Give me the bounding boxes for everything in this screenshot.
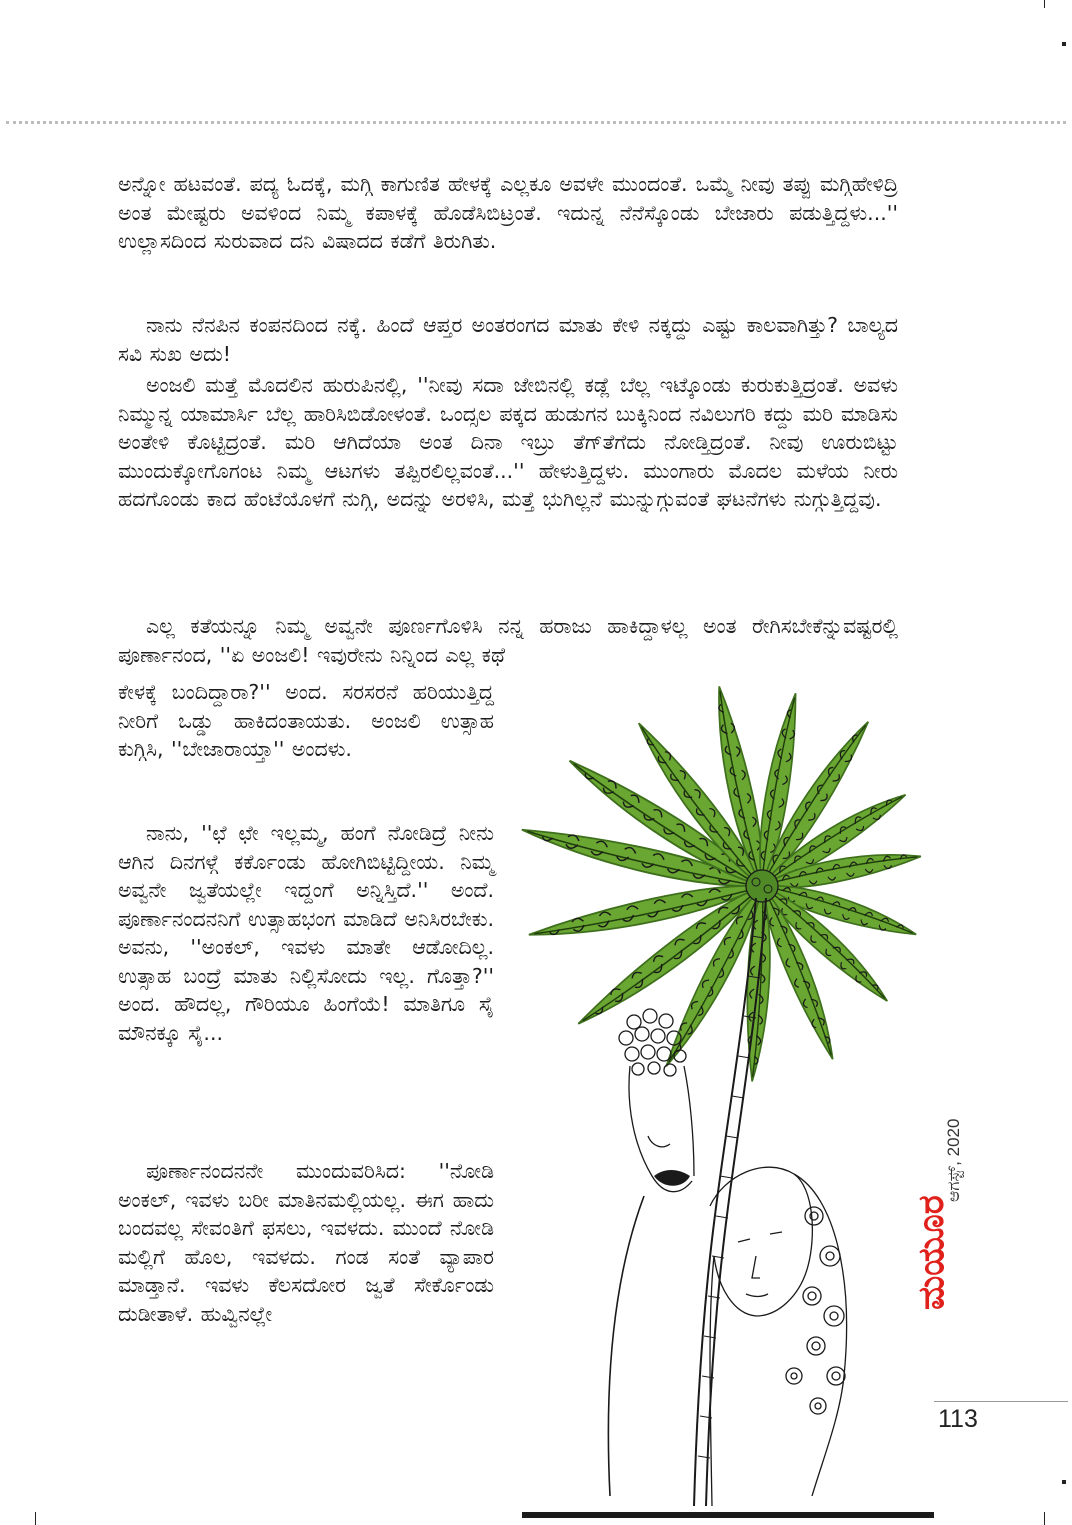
crop-mark-right-tick-bottom <box>1062 1480 1066 1484</box>
paragraph-3: ಅಂಜಲಿ ಮತ್ತೆ ಮೊದಲಿನ ಹುರುಪಿನಲ್ಲಿ, ''ನೀವು ಸದಾ ಜೇಬಿನಲ್ಲಿ ಕಡ್ಲೆ ಬೆಲ್ಲ ಇಟ್ಕೊಂಡು ಕುರುಕುತ್ತಿದ್ರಂತೆ. ಅವಳು ನಿಮ್ಮುನ್ನ ಯಾಮಾರ್ಸಿ ಬೆಲ್ಲ ಹಾರಿಸಿಬಿಡೋಳಂತೆ. ಒಂದ್ಸಲ ಪಕ್ಕದ ಹುಡುಗನ ಬುಕ್ಕಿನಿಂದ ನವಿಲುಗರಿ ಕದ್ದು ಮರಿ ಮಾಡಿಸು ಅಂತೇಳಿ ಕೊಟ್ಟಿದ್ರಂತೆ. ಮರಿ ಆಗಿದೆಯಾ ಅಂತ ದಿನಾ ಇಬ್ರು ತೆಗ್‌ತೆಗೆದು ನೋಡ್ತಿದ್ರಂತೆ. ನೀವು ಊರುಬಿಟ್ಟು ಮುಂದುಕ್ಕೋಗೊಗಂಟ ನಿಮ್ಮ ಆಟಗಳು ತಪ್ಪಿರಲಿಲ್ಲವಂತೆ...'' ಹೇಳುತ್ತಿದ್ದಳು. ಮುಂಗಾರು ಮೊದಲ ಮಳೆಯ ನೀರು ಹದಗೊಂಡು ಕಾದ ಹೆಂಟೆಯೊಳಗೆ ನುಗ್ಗಿ, ಅದನ್ನು ಅರಳಿಸಿ, ಮತ್ತೆ ಭುಗಿಲ್ಲನೆ ಮುನ್ನುಗ್ಗುವಂತೆ ಘಟನೆಗಳು ನುಗ್ಗುತ್ತಿದ್ದವು. <box>118 373 898 511</box>
paragraph-5: ಕೇಳಕ್ಕೆ ಬಂದಿದ್ದಾರಾ?'' ಅಂದ. ಸರಸರನೆ ಹರಿಯುತ್ತಿದ್ದ ನೀರಿಗೆ ಒಡ್ಡು ಹಾಕಿದಂತಾಯತು. ಅಂಜಲಿ ಉತ್ಸಾಹ ಕುಗ್ಗಿಸಿ, ''ಬೇಜಾರಾಯ್ತಾ'' ಅಂದಳು. <box>118 680 494 761</box>
crop-mark-bottom-right <box>1044 1512 1045 1525</box>
header-dotted-rule <box>6 121 1066 124</box>
crop-mark-top-right <box>1044 0 1045 8</box>
paragraph-1: ಅನ್ನೋ ಹಟವಂತೆ. ಪದ್ಯ ಓದಕ್ಕೆ, ಮಗ್ಗಿ ಕಾಗುಣಿತ ಹೇಳಕ್ಕೆ ಎಲ್ಲಕೂ ಅವಳೇ ಮುಂದಂತೆ. ಒಮ್ಮೆ ನೀವು ತಪ್ಪು ಮಗ್ಗಿಹೇಳಿದ್ರಿ ಅಂತ ಮೇಷ್ಟರು ಅವಳಿಂದ ನಿಮ್ಮ ಕಪಾಳಕ್ಕೆ ಹೊಡೆಸಿಬಿಟ್ರಂತೆ. ಇದುನ್ನ ನೆನೆಸ್ಕೊಂಡು ಬೇಜಾರು ಪಡುತ್ತಿದ್ದಳು...'' ಉಲ್ಲಾಸದಿಂದ ಸುರುವಾದ ದನಿ ವಿಷಾದದ ಕಡೆಗೆ ತಿರುಗಿತು. <box>118 172 898 253</box>
paragraph-6: ನಾನು, ''ಛೆ ಛೇ ಇಲ್ಲಮ್ಮ, ಹಂಗೆ ನೋಡಿದ್ರೆ ನೀನು ಆಗಿನ ದಿನಗಳ್ಗೆ ಕರ್ಕೊಂಡು ಹೋಗಿಬಿಟ್ಟಿದ್ದೀಯ. ನಿಮ್ಮ ಅವ್ವನೇ ಜ್ವತೆಯಲ್ಲೇ ಇದ್ದಂಗೆ ಅನ್ನಿಸ್ತಿದೆ.'' ಅಂದೆ. ಪೂರ್ಣಾನಂದನನಿಗೆ ಉತ್ಸಾಹಭಂಗ ಮಾಡಿದೆ ಅನಿಸಿರಬೇಕು. ಅವನು, ''ಅಂಕಲ್, ಇವಳು ಮಾತೇ ಆಡೋದಿಲ್ಲ. ಉತ್ಸಾಹ ಬಂದ್ರೆ ಮಾತು ನಿಲ್ಲಿಸೋದು ಇಲ್ಲ. ಗೊತ್ತಾ?'' ಅಂದ. ಹೌದಲ್ಲ, ಗೌರಿಯೂ ಹಿಂಗೆಯೆ! ಮಾತಿಗೂ ಸೈ ಮೌನಕ್ಕೂ ಸೈ... <box>118 821 494 1045</box>
paragraph-4: ಎಲ್ಲ ಕತೆಯನ್ನೂ ನಿಮ್ಮ ಅವ್ವನೇ ಪೂರ್ಣಗೊಳಿಸಿ ನನ್ನ ಹರಾಜು ಹಾಕಿದ್ದಾಳಲ್ಲ ಅಂತ ರೇಗಿಸಬೇಕೆನ್ನುವಷ್ಟರಲ್ಲಿ ಪೂರ್ಣಾನಂದ, ''ಏ ಅಂಜಲಿ! ಇವುರೇನು ನಿನ್ನಿಂದ ಎಲ್ಲ ಕಥೆ <box>118 614 898 667</box>
page-number: 113 <box>938 1405 978 1433</box>
issue-date: ಆಗಸ್ಟ್, 2020 <box>944 1118 963 1202</box>
folio-rule <box>934 1401 1068 1402</box>
palm-tree-with-figures-illustration <box>494 676 934 1525</box>
crop-mark-bottom-left <box>35 1512 36 1525</box>
magazine-masthead: ಮಯೂರ <box>911 1195 952 1310</box>
paragraph-7: ಪೂರ್ಣಾನಂದನನೇ ಮುಂದುವರಿಸಿದ: ''ನೋಡಿ ಅಂಕಲ್, ಇವಳು ಬರೀ ಮಾತಿನಮಲ್ಲಿಯಲ್ಲ. ಈಗ ಹಾದು ಬಂದವಲ್ಲ ಸೇವಂತಿಗೆ ಫಸಲು, ಇವಳದು. ಮುಂದೆ ನೋಡಿ ಮಲ್ಲಿಗೆ ಹೊಲ, ಇವಳದು. ಗಂಡ ಸಂತೆ ವ್ಯಾಪಾರ ಮಾಡ್ತಾನೆ. ಇವಳು ಕೆಲಸದೋರ ಜ್ವತೆ ಸೇರ್ಕೊಂಡು ದುಡೀತಾಳೆ. ಹುವ್ವಿನಲ್ಲೇ <box>118 1159 494 1326</box>
paragraph-2: ನಾನು ನೆನಪಿನ ಕಂಪನದಿಂದ ನಕ್ಕೆ. ಹಿಂದೆ ಆಪ್ತರ ಅಂತರಂಗದ ಮಾತು ಕೇಳಿ ನಕ್ಕದ್ದು ಎಷ್ಟು ಕಾಲವಾಗಿತ್ತು? ಬಾಲ್ಯದ ಸವಿ ಸುಖ ಅದು! <box>118 313 898 366</box>
crop-mark-right-tick <box>1062 42 1066 46</box>
